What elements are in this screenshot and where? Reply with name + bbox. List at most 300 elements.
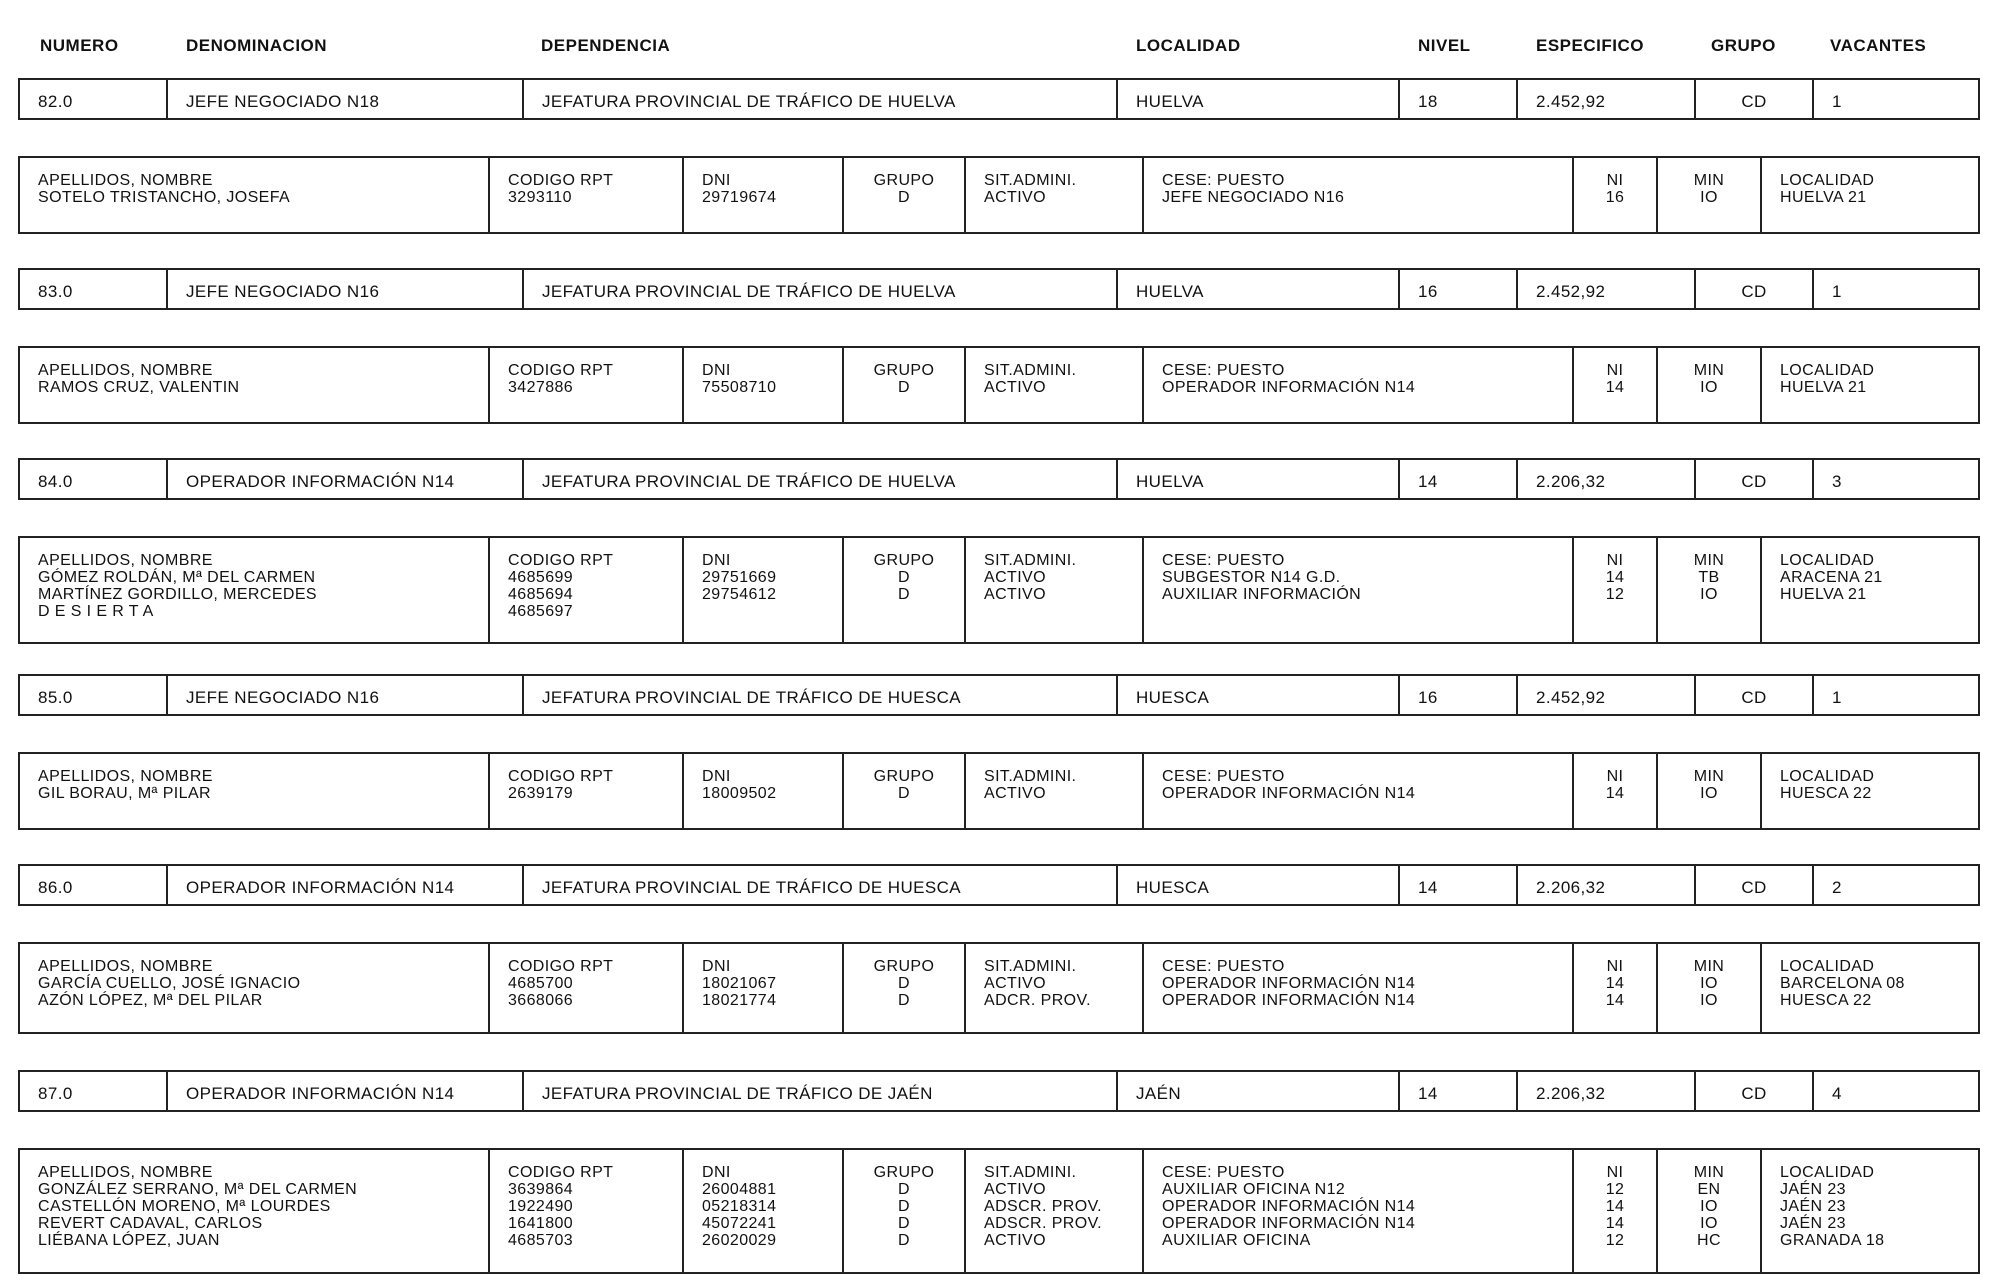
holder-min: IO (1700, 379, 1718, 396)
numero-value: 84.0 (38, 472, 73, 491)
holders-table (18, 536, 1980, 644)
holders-col-stack (1574, 768, 1656, 802)
holder-min: EN (1697, 1181, 1721, 1198)
holder-codigo: 4685697 (508, 603, 574, 620)
holders-col-header: APELLIDOS, NOMBRE (38, 172, 213, 189)
holders-col-codigo (490, 754, 684, 828)
holders-col-header: CESE: PUESTO (1162, 172, 1285, 189)
holder-codigo: 1922490 (508, 1198, 574, 1215)
holders-col-stack (702, 958, 776, 1009)
cell-dependencia (524, 80, 1118, 118)
holders-col-dni (684, 158, 844, 232)
holder-cese: OPERADOR INFORMACIÓN N14 (1162, 379, 1416, 396)
holders-col-stack (38, 958, 300, 1009)
cell-denominacion (168, 80, 524, 118)
holder-min: IO (1700, 189, 1718, 206)
dependencia-value: JEFATURA PROVINCIAL DE TRÁFICO DE HUESCA (542, 878, 962, 897)
holders-col-header: DNI (702, 958, 731, 975)
holders-col-header: GRUPO (873, 768, 935, 785)
holders-col-stack (1162, 172, 1344, 206)
holders-col-header: APELLIDOS, NOMBRE (38, 768, 213, 785)
holder-dni: 18021067 (702, 975, 777, 992)
header-numero: NUMERO (40, 36, 119, 55)
holders-col-dni (684, 944, 844, 1032)
vacantes-value: 4 (1832, 1084, 1842, 1103)
holder-ni (1574, 603, 1656, 620)
holder-sit: ACTIVO (984, 1232, 1046, 1249)
nivel-value: 14 (1418, 472, 1438, 491)
holder-sit: ACTIVO (984, 975, 1046, 992)
holders-col-header: SIT.ADMINI. (984, 1164, 1077, 1181)
holders-col-header: NI (1606, 958, 1624, 975)
holders-col-header: APELLIDOS, NOMBRE (38, 958, 213, 975)
holders-col-min (1658, 944, 1762, 1032)
holder-ni: 14 (1605, 785, 1625, 802)
holders-col-sit (966, 158, 1144, 232)
cell-vacantes (1814, 80, 1982, 118)
holders-col-header: GRUPO (873, 172, 935, 189)
holder-sit: ACTIVO (984, 189, 1046, 206)
cell-nivel (1400, 80, 1518, 118)
numero-value: 85.0 (38, 688, 73, 707)
holder-grupo: D (898, 1198, 910, 1215)
denominacion-value: OPERADOR INFORMACIÓN N14 (186, 878, 455, 897)
holder-sit: ADCR. PROV. (984, 992, 1091, 1009)
holder-dni: 18009502 (702, 785, 777, 802)
holders-col-header: GRUPO (873, 1164, 935, 1181)
holder-localidad: HUESCA 22 (1780, 992, 1872, 1009)
holder-localidad: ARACENA 21 (1780, 569, 1883, 586)
holder-ni: 12 (1605, 1181, 1625, 1198)
holders-col-stack (1658, 552, 1760, 620)
cell-nivel (1400, 1072, 1518, 1110)
especifico-value: 2.206,32 (1536, 472, 1606, 491)
grupo-value: CD (1741, 472, 1767, 491)
holders-col-stack (702, 768, 776, 802)
localidad-value: HUELVA (1136, 282, 1204, 301)
holders-col-stack (38, 362, 240, 396)
holders-col-localidad (1762, 1150, 1982, 1272)
holders-col-stack (844, 362, 964, 396)
cell-nivel (1400, 270, 1518, 308)
holders-col-localidad (1762, 158, 1982, 232)
holders-col-header: MIN (1693, 172, 1725, 189)
vacantes-value: 1 (1832, 92, 1842, 111)
holders-col-header: CESE: PUESTO (1162, 362, 1285, 379)
cell-numero (20, 1072, 168, 1110)
holders-col-min (1658, 538, 1762, 642)
cell-vacantes (1814, 1072, 1982, 1110)
numero-value: 82.0 (38, 92, 73, 111)
holders-col-stack (1574, 958, 1656, 1009)
holders-col-stack (1780, 768, 1874, 802)
cell-localidad (1118, 270, 1400, 308)
holder-dni (702, 603, 776, 620)
cell-numero (20, 270, 168, 308)
cell-nivel (1400, 676, 1518, 714)
holder-cese: AUXILIAR OFICINA N12 (1162, 1181, 1346, 1198)
cell-dependencia (524, 866, 1118, 904)
cell-denominacion (168, 676, 524, 714)
holder-name: GONZÁLEZ SERRANO, Mª DEL CARMEN (38, 1181, 358, 1198)
holder-name: GIL BORAU, Mª PILAR (38, 785, 211, 802)
holders-col-header: DNI (702, 768, 731, 785)
column-headers (18, 30, 1978, 60)
holder-codigo: 1641800 (508, 1215, 574, 1232)
holders-col-stack (1658, 362, 1760, 396)
cell-grupo (1696, 866, 1814, 904)
holders-col-header: NI (1606, 172, 1624, 189)
holder-cese: JEFE NEGOCIADO N16 (1162, 189, 1345, 206)
holders-col-min (1658, 348, 1762, 422)
holder-name: LIÉBANA LÓPEZ, JUAN (38, 1232, 220, 1249)
holders-col-stack (1780, 172, 1874, 206)
holder-ni: 14 (1605, 1215, 1625, 1232)
vacantes-value: 2 (1832, 878, 1842, 897)
holders-col-header: LOCALIDAD (1780, 362, 1875, 379)
cell-grupo (1696, 460, 1814, 498)
cell-denominacion (168, 460, 524, 498)
localidad-value: HUELVA (1136, 92, 1204, 111)
numero-value: 87.0 (38, 1084, 73, 1103)
holders-col-header: APELLIDOS, NOMBRE (38, 552, 213, 569)
grupo-value: CD (1741, 92, 1767, 111)
holders-col-header: GRUPO (873, 552, 935, 569)
holders-col-header: DNI (702, 172, 731, 189)
position-row (18, 78, 1980, 120)
holder-ni: 14 (1605, 569, 1625, 586)
holders-col-cese (1144, 1150, 1574, 1272)
especifico-value: 2.452,92 (1536, 688, 1606, 707)
cell-grupo (1696, 676, 1814, 714)
holders-col-sit (966, 944, 1144, 1032)
holder-min: IO (1700, 1198, 1718, 1215)
cell-especifico (1518, 270, 1696, 308)
holders-col-min (1658, 158, 1762, 232)
holder-ni: 14 (1605, 992, 1625, 1009)
holders-col-min (1658, 1150, 1762, 1272)
holders-col-header: GRUPO (873, 362, 935, 379)
grupo-value: CD (1741, 282, 1767, 301)
holders-col-header: APELLIDOS, NOMBRE (38, 362, 213, 379)
holder-dni: 26004881 (702, 1181, 777, 1198)
holders-col-stack (1162, 1164, 1415, 1249)
holders-table (18, 752, 1980, 830)
holders-col-header: APELLIDOS, NOMBRE (38, 1164, 213, 1181)
localidad-value: HUELVA (1136, 472, 1204, 491)
localidad-value: JAÉN (1136, 1084, 1182, 1103)
holder-cese: OPERADOR INFORMACIÓN N14 (1162, 785, 1416, 802)
cell-localidad (1118, 1072, 1400, 1110)
numero-value: 86.0 (38, 878, 73, 897)
holders-col-stack (1162, 958, 1415, 1009)
holders-col-header: LOCALIDAD (1780, 1164, 1875, 1181)
holder-sit: ADSCR. PROV. (984, 1215, 1103, 1232)
holders-col-stack (1574, 1164, 1656, 1249)
holders-col-ni (1574, 538, 1658, 642)
holders-col-stack (844, 958, 964, 1009)
holder-localidad (1780, 603, 1883, 620)
dependencia-value: JEFATURA PROVINCIAL DE TRÁFICO DE HUELVA (542, 282, 956, 301)
holders-col-stack (1574, 552, 1656, 620)
nivel-value: 14 (1418, 1084, 1438, 1103)
holders-table (18, 156, 1980, 234)
holders-col-header: NI (1606, 768, 1624, 785)
grupo-value: CD (1741, 1084, 1767, 1103)
holders-col-dni (684, 348, 844, 422)
holders-col-stack (984, 768, 1076, 802)
holders-col-header: CODIGO RPT (508, 172, 614, 189)
holders-table (18, 942, 1980, 1034)
localidad-value: HUESCA (1136, 688, 1210, 707)
holder-name: CASTELLÓN MORENO, Mª LOURDES (38, 1198, 331, 1215)
cell-nivel (1400, 866, 1518, 904)
holder-ni: 12 (1605, 586, 1625, 603)
holder-name: SOTELO TRISTANCHO, JOSEFA (38, 189, 291, 206)
holder-dni: 18021774 (702, 992, 777, 1009)
holder-codigo: 3668066 (508, 992, 574, 1009)
cell-especifico (1518, 80, 1696, 118)
holders-col-header: LOCALIDAD (1780, 172, 1875, 189)
holders-col-stack (702, 362, 776, 396)
holders-col-codigo (490, 158, 684, 232)
cell-dependencia (524, 1072, 1118, 1110)
holders-col-ni (1574, 348, 1658, 422)
holder-dni: 45072241 (702, 1215, 777, 1232)
holders-col-stack (508, 958, 613, 1009)
holder-min: HC (1697, 1232, 1721, 1249)
position-row (18, 1070, 1980, 1112)
holder-dni: 29754612 (702, 586, 777, 603)
denominacion-value: JEFE NEGOCIADO N16 (186, 282, 380, 301)
holder-codigo: 4685700 (508, 975, 574, 992)
holder-dni: 29751669 (702, 569, 777, 586)
holder-localidad: JAÉN 23 (1780, 1181, 1846, 1198)
cell-localidad (1118, 676, 1400, 714)
holders-col-header: CODIGO RPT (508, 362, 614, 379)
holder-grupo: D (898, 1215, 910, 1232)
holders-col-stack (38, 552, 317, 620)
holders-col-header: MIN (1693, 552, 1725, 569)
holders-col-header: MIN (1693, 1164, 1725, 1181)
holders-col-name (20, 538, 490, 642)
holder-dni: 26020029 (702, 1232, 777, 1249)
holders-col-codigo (490, 348, 684, 422)
holder-name: AZÓN LÓPEZ, Mª DEL PILAR (38, 992, 263, 1009)
holder-codigo: 3639864 (508, 1181, 574, 1198)
holders-col-stack (844, 172, 964, 206)
holder-min: IO (1700, 586, 1718, 603)
holders-col-localidad (1762, 944, 1982, 1032)
holders-col-stack (38, 172, 290, 206)
denominacion-value: JEFE NEGOCIADO N16 (186, 688, 380, 707)
holder-min (1658, 603, 1760, 620)
cell-vacantes (1814, 676, 1982, 714)
holder-localidad: HUESCA 22 (1780, 785, 1872, 802)
cell-vacantes (1814, 866, 1982, 904)
holders-col-stack (1162, 362, 1415, 396)
cell-denominacion (168, 866, 524, 904)
holder-min: IO (1700, 1215, 1718, 1232)
grupo-value: CD (1741, 878, 1767, 897)
holders-col-localidad (1762, 754, 1982, 828)
holders-col-header: NI (1606, 1164, 1624, 1181)
holders-col-stack (702, 1164, 776, 1249)
holder-localidad: JAÉN 23 (1780, 1215, 1846, 1232)
holder-localidad: HUELVA 21 (1780, 189, 1867, 206)
header-denominacion: DENOMINACION (186, 36, 328, 55)
holders-col-localidad (1762, 348, 1982, 422)
holders-col-header: LOCALIDAD (1780, 552, 1875, 569)
holder-ni: 14 (1605, 379, 1625, 396)
holders-col-header: LOCALIDAD (1780, 768, 1875, 785)
holders-col-localidad (1762, 538, 1982, 642)
holder-name: D E S I E R T A (38, 603, 154, 620)
cell-especifico (1518, 1072, 1696, 1110)
cell-grupo (1696, 1072, 1814, 1110)
holders-col-header: DNI (702, 362, 731, 379)
holder-localidad: HUELVA 21 (1780, 379, 1867, 396)
holders-col-name (20, 158, 490, 232)
cell-localidad (1118, 80, 1400, 118)
cell-denominacion (168, 270, 524, 308)
header-localidad: LOCALIDAD (1136, 36, 1241, 55)
holder-grupo (844, 603, 964, 620)
holder-grupo: D (898, 785, 910, 802)
holders-col-header: DNI (702, 552, 731, 569)
holders-col-stack (702, 172, 776, 206)
position-row (18, 674, 1980, 716)
holders-col-stack (984, 958, 1091, 1009)
cell-numero (20, 866, 168, 904)
holders-col-stack (984, 552, 1076, 620)
holder-sit: ACTIVO (984, 569, 1046, 586)
holders-col-stack (508, 768, 613, 802)
holder-name: GÓMEZ ROLDÁN, Mª DEL CARMEN (38, 569, 316, 586)
holders-col-stack (1780, 362, 1874, 396)
cell-numero (20, 460, 168, 498)
holder-ni: 14 (1605, 975, 1625, 992)
holders-col-stack (984, 362, 1076, 396)
holders-col-header: CODIGO RPT (508, 958, 614, 975)
holders-col-header: CODIGO RPT (508, 768, 614, 785)
holders-table (18, 346, 1980, 424)
holders-col-cese (1144, 944, 1574, 1032)
holder-dni: 05218314 (702, 1198, 777, 1215)
holder-dni: 75508710 (702, 379, 777, 396)
holders-col-name (20, 1150, 490, 1272)
cell-denominacion (168, 1072, 524, 1110)
holders-col-header: SIT.ADMINI. (984, 172, 1077, 189)
cell-vacantes (1814, 460, 1982, 498)
holders-col-grupo (844, 944, 966, 1032)
holders-col-header: CESE: PUESTO (1162, 768, 1285, 785)
holder-localidad: JAÉN 23 (1780, 1198, 1846, 1215)
holder-sit: ACTIVO (984, 785, 1046, 802)
cell-dependencia (524, 676, 1118, 714)
dependencia-value: JEFATURA PROVINCIAL DE TRÁFICO DE HUELVA (542, 472, 956, 491)
holders-col-stack (1574, 362, 1656, 396)
holders-col-stack (508, 1164, 613, 1249)
dependencia-value: JEFATURA PROVINCIAL DE TRÁFICO DE HUESCA (542, 688, 962, 707)
holders-col-name (20, 348, 490, 422)
holder-codigo: 4685703 (508, 1232, 574, 1249)
holders-col-stack (38, 1164, 357, 1249)
holders-col-name (20, 754, 490, 828)
header-dependencia: DEPENDENCIA (541, 36, 671, 55)
holders-col-header: MIN (1693, 362, 1725, 379)
holders-col-stack (1780, 552, 1883, 620)
holder-localidad: GRANADA 18 (1780, 1232, 1885, 1249)
holders-col-grupo (844, 348, 966, 422)
especifico-value: 2.452,92 (1536, 92, 1606, 111)
holder-ni: 16 (1605, 189, 1625, 206)
holders-col-stack (1780, 958, 1905, 1009)
cell-grupo (1696, 270, 1814, 308)
holder-sit (984, 603, 1076, 620)
holders-col-header: CODIGO RPT (508, 1164, 614, 1181)
dependencia-value: JEFATURA PROVINCIAL DE TRÁFICO DE HUELVA (542, 92, 956, 111)
holder-grupo: D (898, 189, 910, 206)
holders-col-ni (1574, 754, 1658, 828)
holder-name: REVERT CADAVAL, CARLOS (38, 1215, 263, 1232)
denominacion-value: JEFE NEGOCIADO N18 (186, 92, 380, 111)
nivel-value: 18 (1418, 92, 1438, 111)
holder-cese: AUXILIAR OFICINA (1162, 1232, 1311, 1249)
vacantes-value: 3 (1832, 472, 1842, 491)
grupo-value: CD (1741, 688, 1767, 707)
holders-col-sit (966, 1150, 1144, 1272)
holders-col-stack (702, 552, 776, 620)
holders-col-stack (1658, 172, 1760, 206)
holders-col-stack (1780, 1164, 1884, 1249)
holder-sit: ACTIVO (984, 1181, 1046, 1198)
holder-cese: OPERADOR INFORMACIÓN N14 (1162, 992, 1416, 1009)
cell-grupo (1696, 80, 1814, 118)
cell-especifico (1518, 460, 1696, 498)
holders-col-dni (684, 1150, 844, 1272)
holder-codigo: 3293110 (508, 189, 572, 206)
holders-col-grupo (844, 754, 966, 828)
cell-numero (20, 80, 168, 118)
header-vacantes: VACANTES (1830, 36, 1927, 55)
holder-grupo: D (898, 586, 910, 603)
holder-codigo: 4685699 (508, 569, 574, 586)
holders-col-stack (1658, 958, 1760, 1009)
holder-cese: SUBGESTOR N14 G.D. (1162, 569, 1341, 586)
holder-grupo: D (898, 1232, 910, 1249)
holders-col-ni (1574, 158, 1658, 232)
holders-col-cese (1144, 158, 1574, 232)
holders-col-header: CESE: PUESTO (1162, 958, 1285, 975)
cell-especifico (1518, 676, 1696, 714)
holder-cese: OPERADOR INFORMACIÓN N14 (1162, 975, 1416, 992)
holders-col-header: GRUPO (873, 958, 935, 975)
holder-ni: 12 (1605, 1232, 1625, 1249)
holders-col-cese (1144, 538, 1574, 642)
holders-col-sit (966, 538, 1144, 642)
holders-col-stack (984, 1164, 1102, 1249)
holder-name: RAMOS CRUZ, VALENTIN (38, 379, 240, 396)
cell-dependencia (524, 460, 1118, 498)
holders-col-header: LOCALIDAD (1780, 958, 1875, 975)
holders-col-sit (966, 754, 1144, 828)
holders-col-cese (1144, 754, 1574, 828)
vacantes-value: 1 (1832, 688, 1842, 707)
holders-col-header: SIT.ADMINI. (984, 958, 1077, 975)
holders-col-stack (984, 172, 1076, 206)
holders-col-header: DNI (702, 1164, 731, 1181)
